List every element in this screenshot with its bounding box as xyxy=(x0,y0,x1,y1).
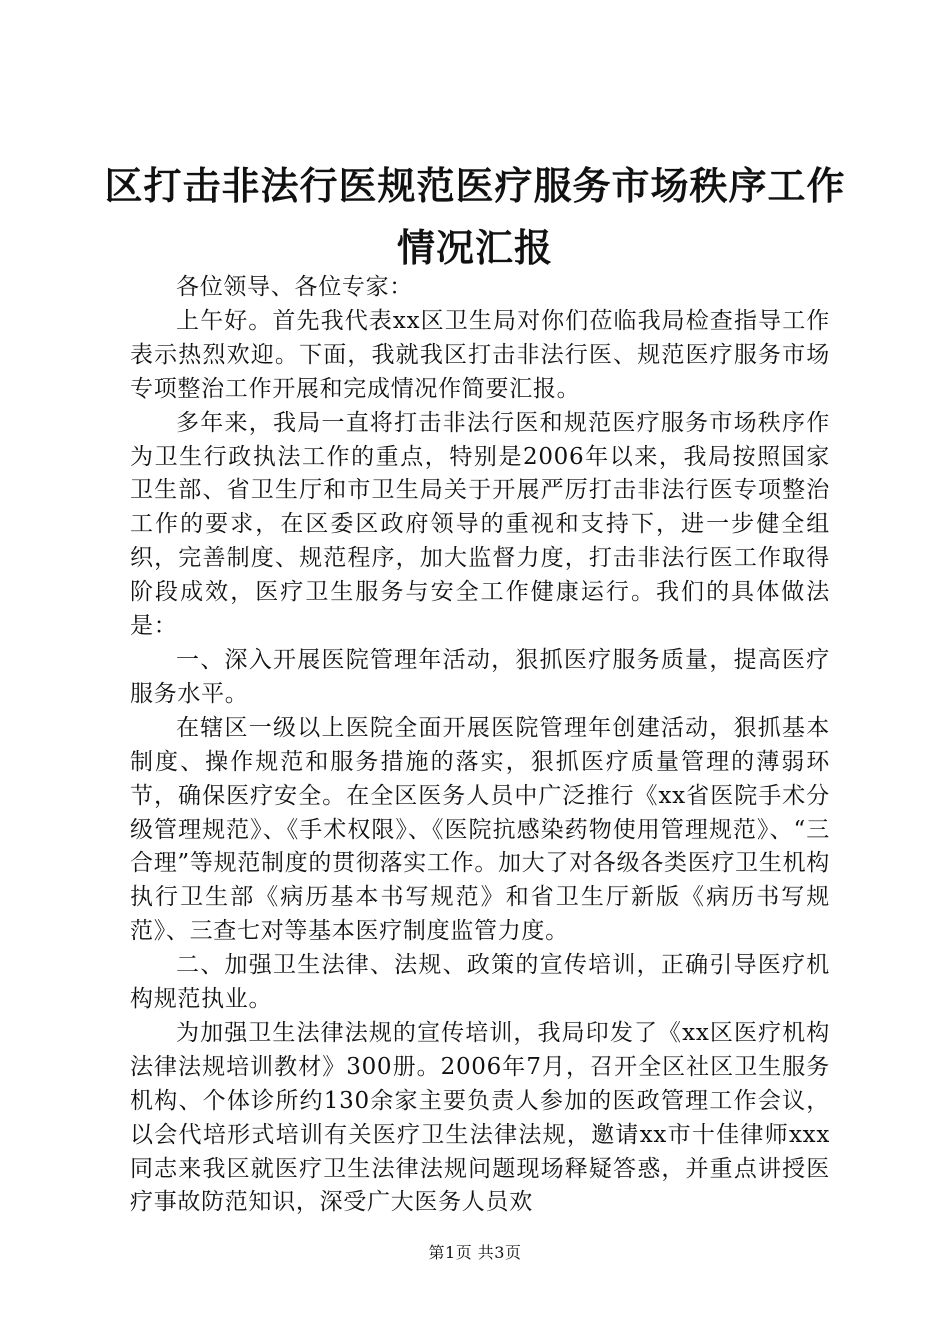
section-heading-2: 二、加强卫生法律、法规、政策的宣传培训，正确引导医疗机构规范执业。 xyxy=(130,952,830,1013)
paragraph-section-1: 在辖区一级以上医院全面开展医院管理年创建活动，狠抓基本制度、操作规范和服务措施的落实，狠抓医疗质量管理的薄弱环节，确保医疗安全。在全区医务人员中广泛推行《xx省医院手术分级管理规范》、《手术权限》、《医院抗感染药物使用管理规范》、“三合理”等规范制度的贯彻落实工作。加大了对各级各类医疗卫生机构执行卫生部《病历基本书写规范》和省卫生厅新版《病历书写规范》、三查七对等基本医疗制度监管力度。 xyxy=(130,714,830,945)
paragraph-greeting: 各位领导、各位专家： xyxy=(176,274,413,300)
document-body xyxy=(130,271,830,1220)
paragraph-overview: 多年来，我局一直将打击非法行医和规范医疗服务市场秩序作为卫生行政执法工作的重点，特别是2006年以来，我局按照国家卫生部、省卫生厅和市卫生局关于开展严厉打击非法行医专项整治工作的要求，在区委区政府领导的重视和支持下，进一步健全组织，完善制度、规范程序，加大监督力度，打击非法行医工作取得阶段成效，医疗卫生服务与安全工作健康运行。我们的具体做法是： xyxy=(130,409,830,640)
document-title: 区打击非法行医规范医疗服务市场秩序工作情况汇报 xyxy=(104,163,846,270)
page-footer: 第1页 共3页 xyxy=(428,1243,522,1262)
section-heading-1: 一、深入开展医院管理年活动，狠抓医疗服务质量，提高医疗服务水平。 xyxy=(130,646,830,707)
paragraph-section-2: 为加强卫生法律法规的宣传培训，我局印发了《xx区医疗机构法律法规培训教材》300册。2006年7月，召开全区社区卫生服务机构、个体诊所约130余家主要负责人参加的医政管理工作会议，以会代培形式培训有关医疗卫生法律法规，邀请xx市十佳律师xxx同志来我区就医疗卫生法律法规问题现场释疑答惑，并重点讲授医疗事故防范知识，深受广大医务人员欢 xyxy=(130,1019,830,1216)
paragraph-opening: 上午好。首先我代表xx区卫生局对你们莅临我局检查指导工作表示热烈欢迎。下面，我就我区打击非法行医、规范医疗服务市场专项整治工作开展和完成情况作简要汇报。 xyxy=(130,307,830,402)
